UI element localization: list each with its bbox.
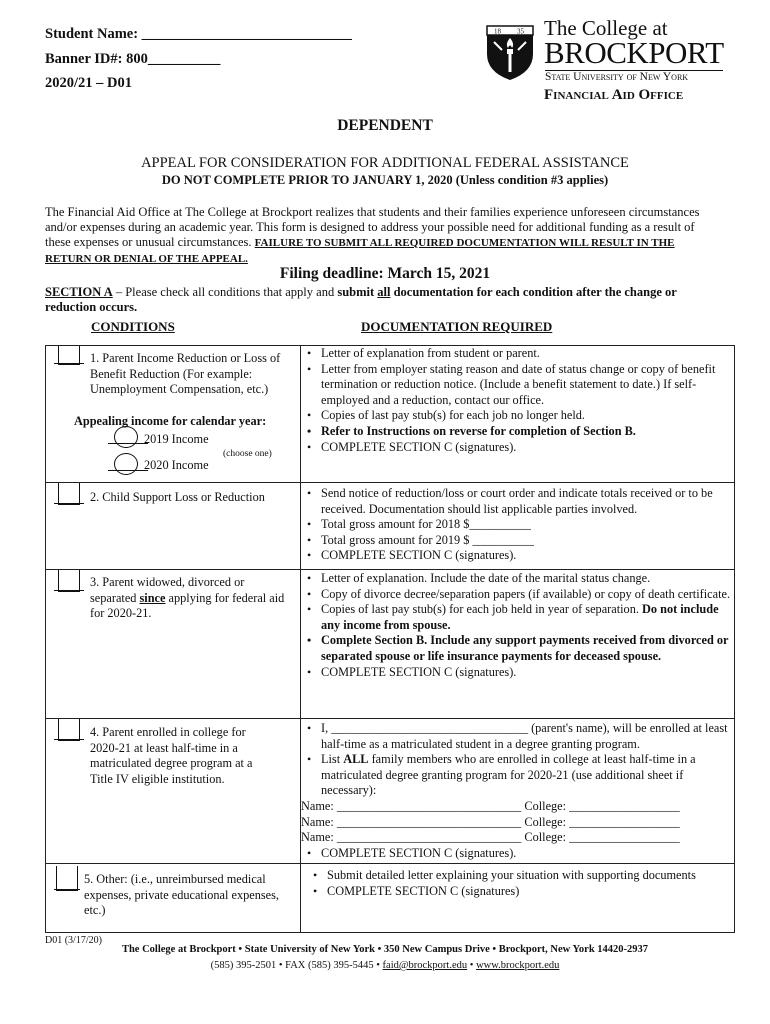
doc-item: • Letter from employer stating reason and date of status change or copy of benefit termination or reduction notice. (Include a benefit statement to date.) If self-employed and a reduction, contact our office. — [321, 362, 734, 409]
email-link[interactable]: faid@brockport.edu — [382, 960, 468, 971]
condition-1-checkbox[interactable] — [58, 346, 80, 365]
income-2019-label: 2019 Income — [144, 432, 209, 446]
section-a-text: – Please check all conditions that apply and — [112, 285, 338, 299]
footer-contact: (585) 395-2501 • FAX (585) 395-5445 • faid@brockport.edu • www.brockport.edu — [210, 960, 560, 971]
condition-1-text: 1. Parent Income Reduction or Loss of Benefit Reduction (For example: Unemployment Compensation, etc.) — [90, 351, 281, 397]
form-code: 2020/21 – D01 — [45, 75, 132, 91]
family-member-name-line[interactable]: Name: ______________________________ College: __________________ — [301, 814, 680, 829]
income-2019-radio[interactable] — [114, 426, 138, 448]
doc-item: • COMPLETE SECTION C (signatures). — [321, 440, 734, 456]
condition-5-checkbox[interactable] — [56, 866, 78, 891]
conditions-table — [45, 345, 735, 933]
student-name-field[interactable]: Student Name: _____________________________ — [45, 26, 352, 42]
condition-row-4 — [46, 719, 735, 864]
conditions-header: CONDITIONS — [91, 319, 175, 334]
section-a-label: SECTION A — [45, 285, 113, 299]
doc-item: • COMPLETE SECTION C (signatures). — [321, 846, 734, 862]
income-2020-label: 2020 Income — [144, 458, 209, 472]
doc-item: • COMPLETE SECTION C (signatures). — [321, 548, 734, 564]
condition-row-3 — [46, 570, 735, 719]
section-a-bold-2: documentation for each condition after the change or reduction occurs. — [45, 285, 677, 314]
section-a-bold-1: submit — [337, 285, 378, 299]
footer-phone: (585) 395-2501 • FAX (585) 395-5445 • — [210, 960, 383, 971]
doc-item: • COMPLETE SECTION C (signatures). — [321, 665, 734, 681]
banner-id-field[interactable]: Banner ID#: 800__________ — [45, 50, 221, 67]
doc-item: • Copies of last pay stub(s) for each job no longer held. — [321, 408, 734, 424]
income-2020-radio[interactable] — [114, 453, 138, 475]
intro-warning: FAILURE TO SUBMIT ALL REQUIRED DOCUMENTATION WILL RESULT IN THE RETURN OR DENIAL OF THE APPEAL. — [45, 237, 675, 265]
website-link[interactable]: www.brockport.edu — [476, 960, 560, 971]
college-logo — [484, 16, 728, 108]
condition-2-checkbox[interactable] — [58, 483, 80, 505]
doc-item: • I, ________________________________ (parent's name), will be enrolled at least half-time as a matriculated student in a degree granting program. — [321, 721, 734, 752]
appealing-year-label: Appealing income for calendar year: — [74, 414, 267, 428]
condition-5-text: 5. Other: (i.e., unreimbursed medical expenses, private educational expenses, etc.) — [84, 872, 279, 918]
condition-row-2 — [46, 483, 735, 570]
form-revision-code: D01 (3/17/20) — [45, 935, 102, 946]
doc-item: • Total gross amount for 2018 $__________ — [321, 517, 734, 533]
footer-address: The College at Brockport • State University of New York • 350 New Campus Drive • Brockport, New York 14420-2937 — [121, 944, 649, 955]
intro-paragraph — [45, 205, 723, 267]
condition-4-text: 4. Parent enrolled in college for 2020-21 at least half-time in a matriculated degree program at a Title IV eligible institution. — [90, 725, 253, 786]
section-a-instructions — [45, 285, 723, 315]
doc-item: • Letter of explanation from student or parent. — [321, 346, 734, 362]
documentation-header: DOCUMENTATION REQUIRED — [361, 319, 553, 334]
condition-row-5 — [46, 864, 735, 933]
condition-5-docs — [301, 864, 735, 933]
section-a-bold-all: all — [377, 285, 391, 299]
logo-line-3: State University of New York — [545, 70, 723, 84]
condition-3-docs — [301, 570, 735, 719]
crest-year-right: 35 — [517, 27, 524, 36]
condition-4-checkbox[interactable] — [58, 719, 80, 741]
condition-row-1 — [46, 346, 735, 483]
intro-text: The Financial Aid Office at The College at Brockport realizes that students and their families experience unforeseen circumstances and/or expenses during an academic year. This form is designed to address your possible need for additional funding as a result of these expenses or unusual circumstances. — [45, 205, 700, 249]
doc-item: • Refer to Instructions on reverse for completion of Section B. — [321, 424, 734, 440]
condition-3-checkbox[interactable] — [58, 570, 80, 592]
doc-item: • Complete Section B. Include any support payments received from divorced or separated spouse or life insurance payments for deceased spouse. — [321, 633, 734, 664]
college-crest-icon — [484, 20, 536, 82]
condition-1-docs — [301, 346, 735, 483]
doc-item: • Submit detailed letter explaining your situation with supporting documents — [327, 868, 734, 884]
student-info-block — [45, 22, 352, 96]
condition-2-docs — [301, 483, 735, 570]
crest-year-left: 18 — [494, 27, 501, 36]
condition-2-text: 2. Child Support Loss or Reduction — [90, 490, 265, 504]
filing-deadline: Filing deadline: March 15, 2021 — [279, 265, 491, 282]
doc-item: • Copy of divorce decree/separation papers (if available) or copy of death certificate. — [321, 587, 734, 603]
condition-4-docs — [301, 719, 735, 864]
form-subtitle-warning: DO NOT COMPLETE PRIOR TO JANUARY 1, 2020 (Unless condition #3 applies) — [161, 173, 609, 187]
doc-item: • Total gross amount for 2019 $ __________ — [321, 533, 734, 549]
logo-line-2: BROCKPORT — [544, 35, 724, 70]
condition-3-text: 3. Parent widowed, divorced or separated since applying for federal aid for 2020-21. — [90, 575, 285, 621]
doc-item: • List ALL family members who are enrolled in college at least half-time in a matriculated degree granting program for 2020-21 (use additional sheet if necessary): — [321, 752, 734, 799]
page-title: DEPENDENT — [337, 117, 433, 134]
doc-item: • Send notice of reduction/loss or court order and indicate totals received or to be received. Documentation should list applicable parties involved. — [321, 486, 734, 517]
doc-item: • Copies of last pay stub(s) for each job held in year of separation. Do not include any income from spouse. — [321, 602, 734, 633]
doc-item: • COMPLETE SECTION C (signatures) — [327, 884, 734, 900]
family-member-name-line[interactable]: Name: ______________________________ College: __________________ — [301, 830, 680, 845]
family-member-name-line[interactable]: Name: ______________________________ College: __________________ — [301, 798, 680, 813]
office-name: Financial Aid Office — [544, 87, 684, 103]
logo-line-1: The College at — [544, 16, 668, 40]
choose-one-note: (choose one) — [223, 449, 272, 459]
form-subtitle: APPEAL FOR CONSIDERATION FOR ADDITIONAL FEDERAL ASSISTANCE — [141, 155, 629, 171]
doc-item: • Letter of explanation. Include the date of the marital status change. — [321, 571, 734, 587]
